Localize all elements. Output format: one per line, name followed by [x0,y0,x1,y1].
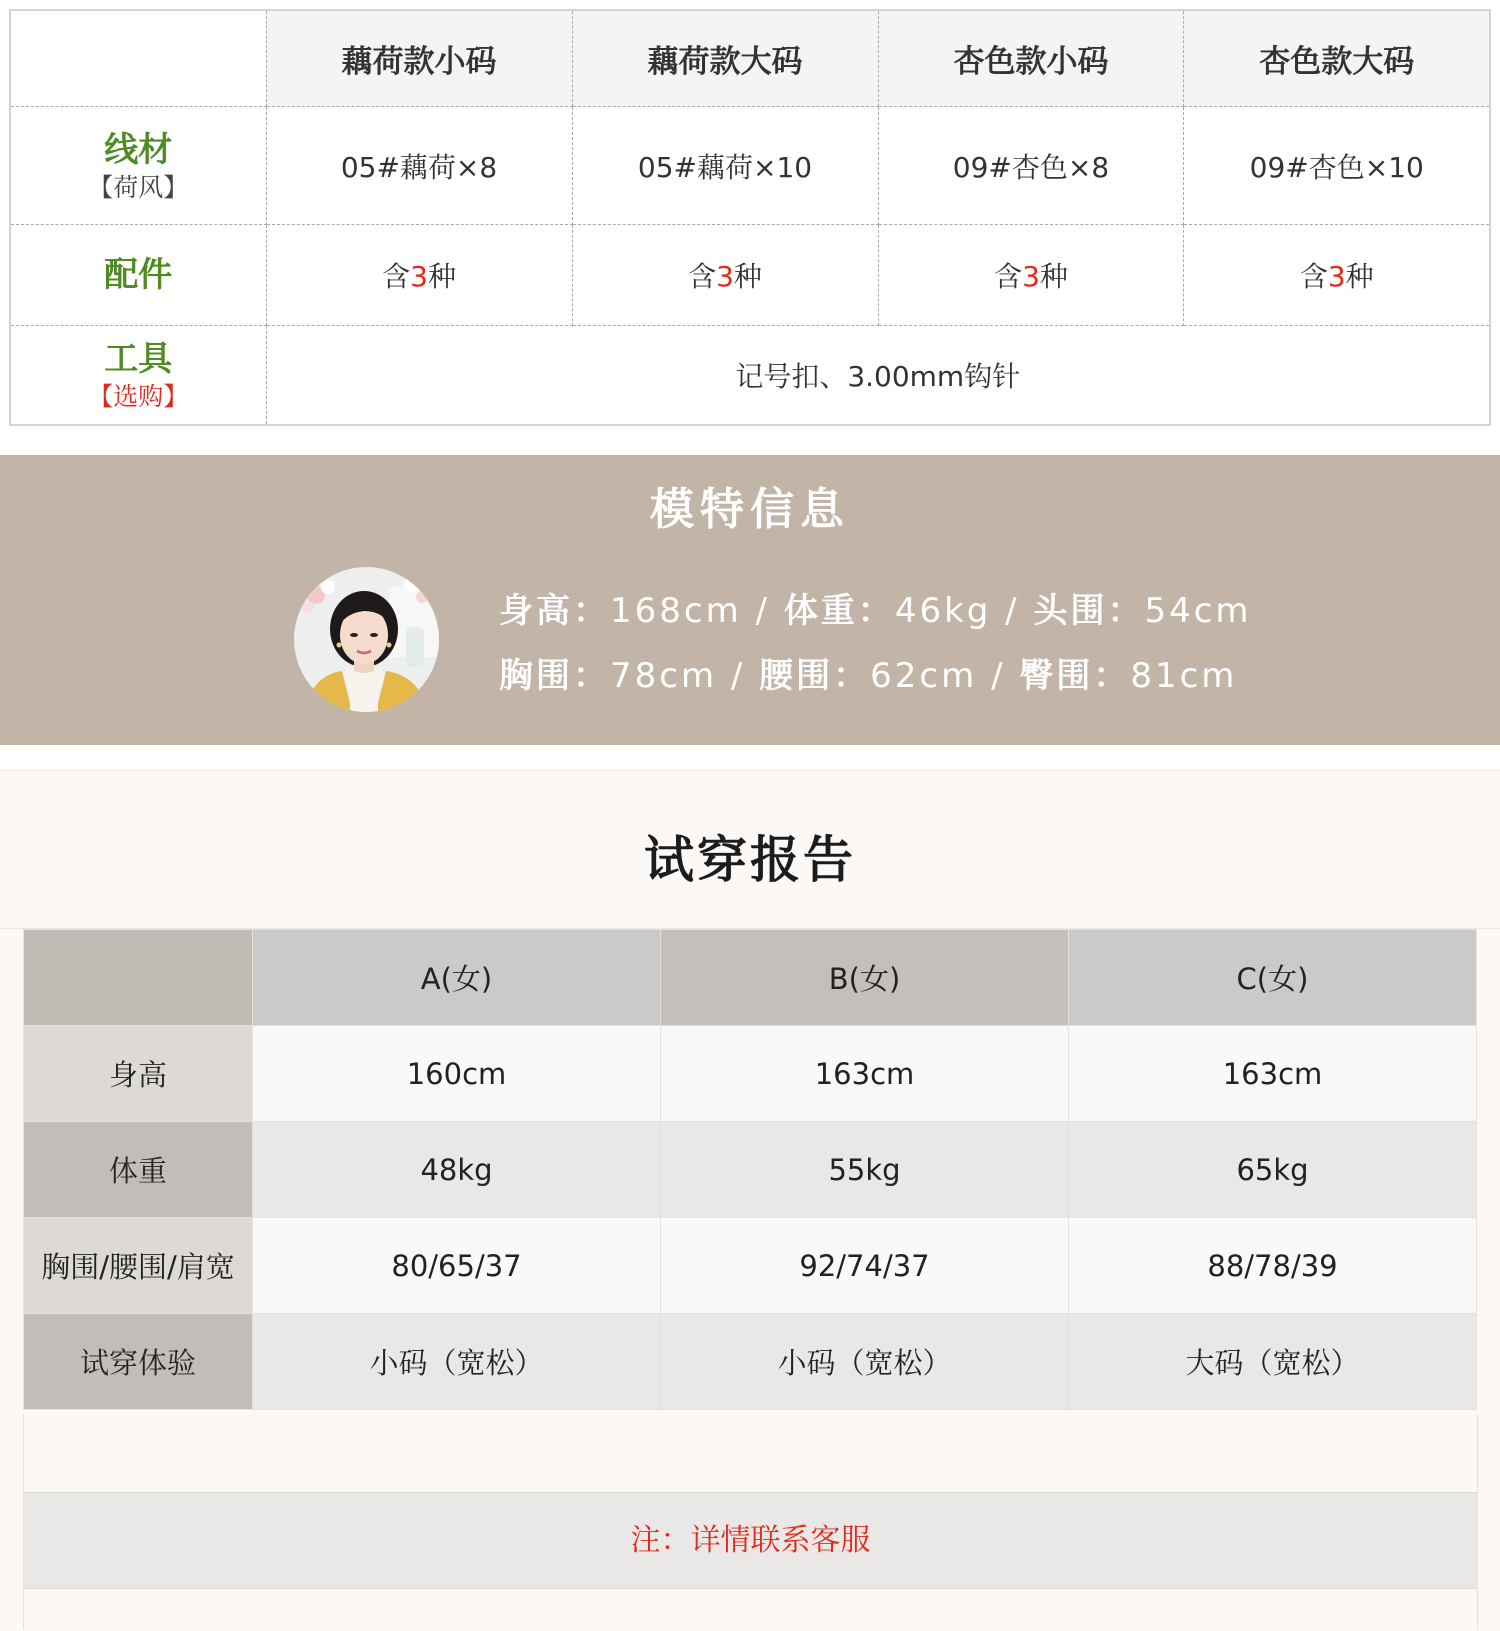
materials-corner-cell [10,10,266,107]
table-cell: 92/74/37 [661,1218,1069,1314]
acc-suffix: 种 [733,260,762,293]
table-row [24,1026,1477,1122]
tools-value: 记号扣、3.00mm钩针 [266,326,1490,426]
header-lotus-large: 藕荷款大码 [572,10,878,107]
height-value: 168cm [610,591,742,631]
contact-note: 注：详情联系客服 [24,1492,1477,1589]
acc-prefix: 含 [994,260,1023,293]
table-row [24,1218,1477,1314]
model-info-title: 模特信息 [650,484,850,535]
acc-prefix: 含 [1299,260,1328,293]
table-cell: 163cm [1069,1026,1477,1122]
yarn-value: 05#藕荷×8 [266,107,572,225]
acc-suffix: 种 [1345,260,1374,293]
acc-suffix: 种 [1039,260,1068,293]
head-value: 54cm [1144,591,1252,631]
height-label: 身高： [499,591,610,631]
acc-count: 3 [1022,260,1040,293]
fitting-report-title: 试穿报告 [644,831,856,889]
materials-table [9,9,1491,426]
table-cell: 160cm [253,1026,661,1122]
tools-label: 工具 [104,339,173,379]
bust-value: 78cm [610,656,718,696]
accessories-label-cell [10,225,266,326]
accessories-value [1184,225,1490,326]
fitting-report-table [23,929,1477,1410]
hip-label: 臀围： [1019,656,1131,696]
header-apricot-small: 杏色款小码 [878,10,1184,107]
yarn-value: 09#杏色×10 [1184,107,1490,225]
model-avatar [294,567,439,712]
separator: / [991,656,1006,696]
table-cell: 80/65/37 [253,1218,661,1314]
accessories-value [266,225,572,326]
accessories-row [10,225,1490,326]
yarn-label: 线材 [104,129,173,170]
weight-label: 体重： [783,591,895,631]
fit-corner-cell [24,930,253,1026]
waist-label: 腰围： [759,656,871,696]
acc-count: 3 [716,260,734,293]
row-label-weight: 体重 [24,1122,253,1218]
materials-header-row [10,10,1490,107]
table-cell: 小码（宽松） [661,1314,1069,1410]
header-lotus-small: 藕荷款小码 [266,10,572,107]
table-cell: 大码（宽松） [1069,1314,1477,1410]
separator: / [730,656,746,696]
table-cell: 55kg [661,1122,1069,1218]
tools-label-cell [10,326,266,426]
tools-sublabel: 【选购】 [88,382,189,411]
acc-count: 3 [410,260,428,293]
model-measurements-line-2 [499,648,1237,697]
tools-row [10,326,1490,426]
row-label-measurements: 胸围/腰围/肩宽 [24,1218,253,1314]
separator: / [1005,591,1020,631]
column-a: A(女) [253,930,661,1026]
table-row [24,1122,1477,1218]
separator: / [755,591,770,631]
table-cell: 48kg [253,1122,661,1218]
table-row [24,1314,1477,1410]
head-label: 头围： [1033,591,1145,631]
accessories-value [878,225,1184,326]
yarn-label-cell [10,107,266,225]
table-cell: 163cm [661,1026,1069,1122]
header-apricot-large: 杏色款大码 [1184,10,1490,107]
model-info-section [0,455,1500,745]
yarn-value: 09#杏色×8 [878,107,1184,225]
acc-prefix: 含 [688,260,717,293]
waist-value: 62cm [870,656,978,696]
row-label-height: 身高 [24,1026,253,1122]
model-measurements-line-1 [499,583,1252,632]
acc-prefix: 含 [382,260,411,293]
row-label-experience: 试穿体验 [24,1314,253,1410]
acc-count: 3 [1327,260,1346,293]
accessories-value [572,225,878,326]
weight-value: 46kg [894,591,992,631]
bust-label: 胸围： [499,656,610,696]
acc-suffix: 种 [427,260,456,293]
table-cell: 65kg [1069,1122,1477,1218]
fit-header-row [24,930,1477,1026]
yarn-row [10,107,1490,225]
column-b: B(女) [661,930,1069,1026]
yarn-sublabel: 【荷风】 [88,172,189,202]
table-cell: 88/78/39 [1069,1218,1477,1314]
hip-value: 81cm [1130,656,1238,696]
yarn-value: 05#藕荷×10 [572,107,878,225]
accessories-label: 配件 [104,255,173,295]
column-c: C(女) [1069,930,1477,1026]
table-cell: 小码（宽松） [253,1314,661,1410]
note-area [23,1414,1478,1630]
